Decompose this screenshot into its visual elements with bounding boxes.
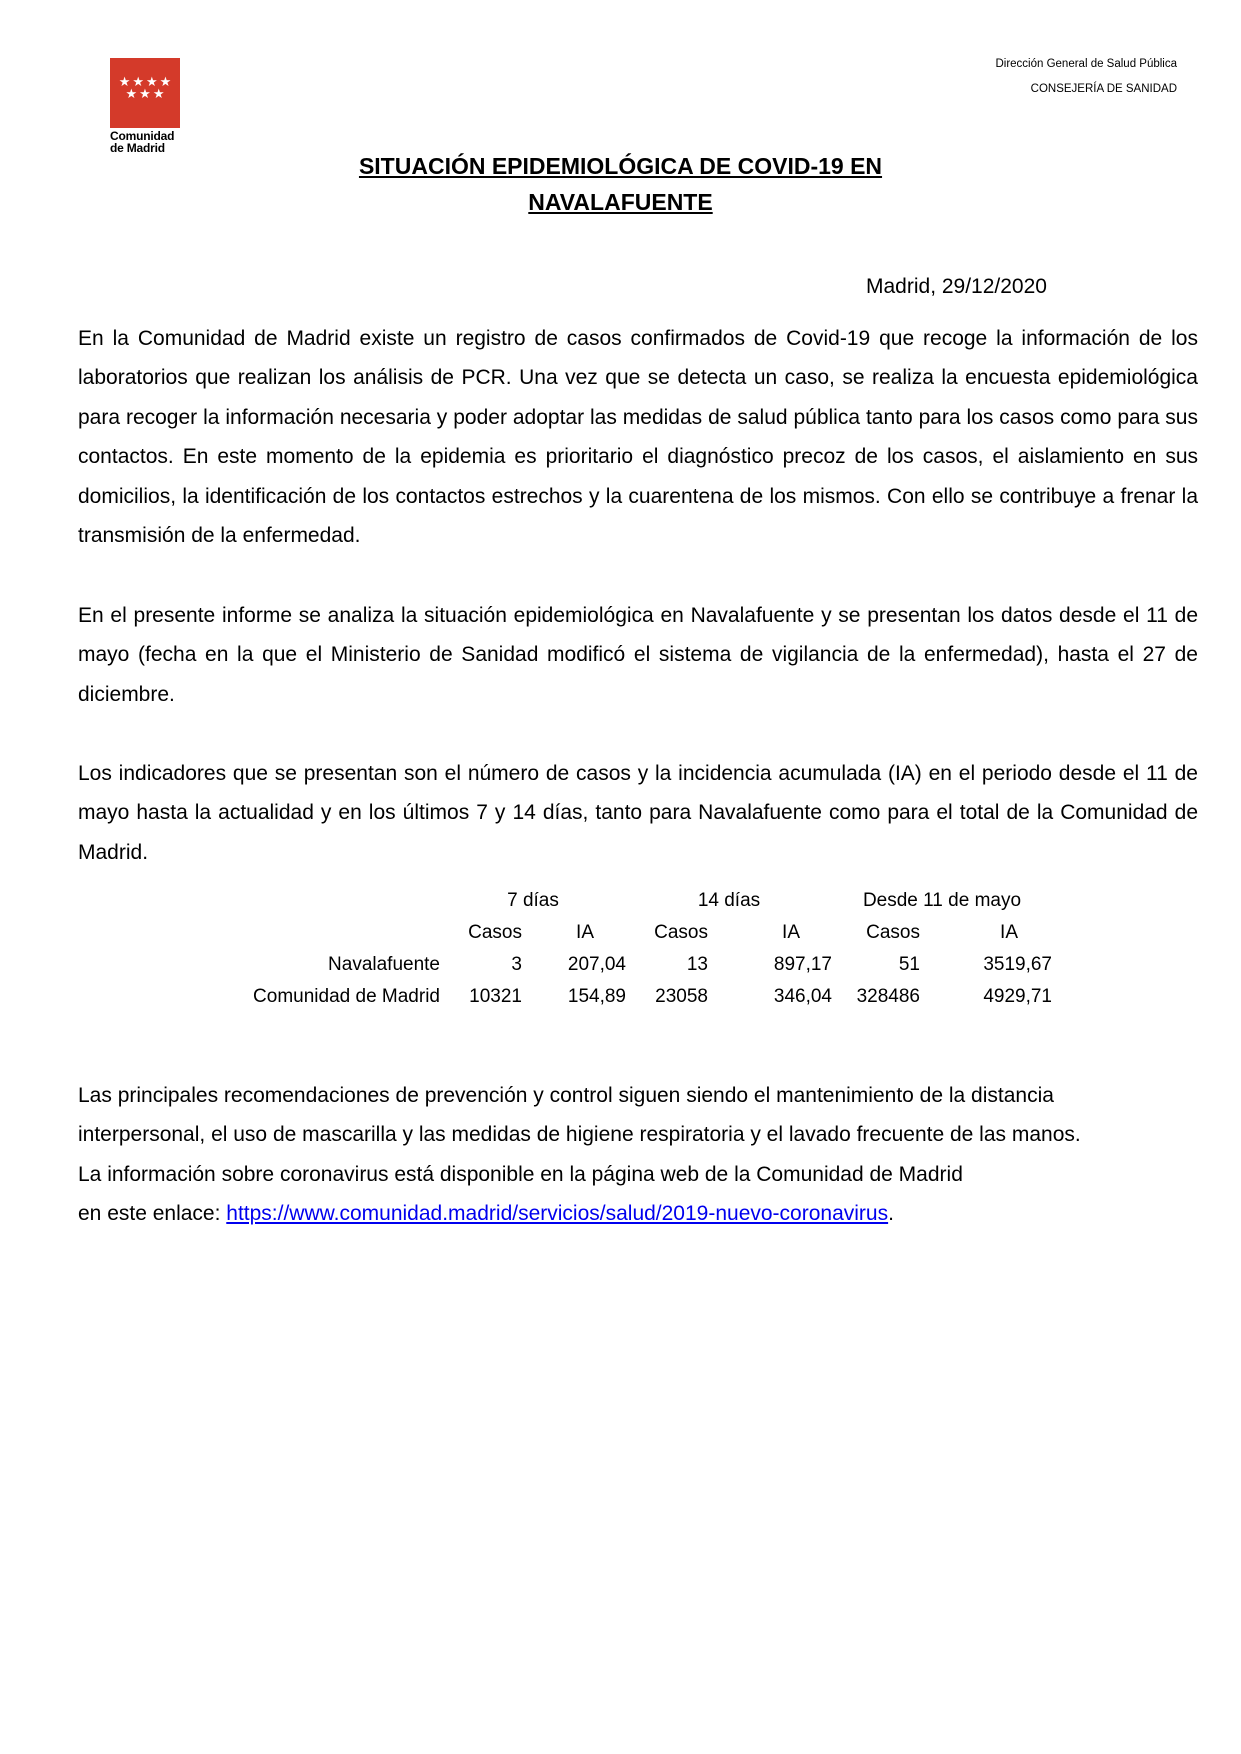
cell-casos-14: 13 bbox=[686, 954, 708, 975]
cell-casos-mayo: 328486 bbox=[856, 986, 920, 1007]
paragraph-indicators: Los indicadores que se presentan son el número de casos y la incidencia acumulada (IA) en el periodo desde el 11 de mayo hasta la actualidad y en los últimos 7 y 14 días, tanto para Navalafuente como para el total de la Comunidad de Madrid. bbox=[78, 762, 1198, 864]
paragraph-recommendations bbox=[78, 1076, 1198, 1234]
group-desde-mayo: Desde 11 de mayo bbox=[862, 890, 1022, 911]
recommendations-line1: Las principales recomendaciones de prevención y control siguen siendo el mantenimiento de la distancia bbox=[78, 1084, 1054, 1107]
recommendations-line2: interpersonal, el uso de mascarilla y las medidas de higiene respiratoria y el lavado frecuente de las manos. bbox=[78, 1123, 1081, 1147]
group-14-dias: 14 días bbox=[697, 890, 761, 911]
cell-casos-14: 23058 bbox=[655, 986, 708, 1007]
logo-text-line2: de Madrid bbox=[110, 141, 165, 155]
cell-casos-7: 3 bbox=[511, 954, 522, 975]
title-line2: NAVALAFUENTE bbox=[528, 189, 713, 215]
group-7-dias: 7 días bbox=[507, 890, 559, 911]
cell-ia-14: 346,04 bbox=[773, 986, 832, 1007]
header-department bbox=[995, 58, 1177, 108]
coronavirus-info-link[interactable]: https://www.comunidad.madrid/servicios/salud/2019-nuevo-coronavirus bbox=[226, 1202, 889, 1226]
logo-emblem bbox=[110, 58, 180, 128]
table-subheader-row bbox=[220, 917, 1052, 949]
cell-ia-7: 207,04 bbox=[567, 954, 626, 975]
link-prefix: en este enlace: bbox=[78, 1202, 227, 1226]
row-label: Navalafuente bbox=[328, 954, 440, 975]
cell-ia-14: 897,17 bbox=[773, 954, 832, 975]
paragraph-scope: En el presente informe se analiza la situación epidemiológica en Navalafuente y se presentan los datos desde el 11 de mayo (fecha en la que el Ministerio de Sanidad modificó el sistema de vigilancia de la enfermedad), hasta el 27 de diciembre. bbox=[78, 604, 1198, 706]
cell-ia-7: 154,89 bbox=[567, 986, 626, 1007]
table-row bbox=[220, 949, 1052, 981]
subheader-ia-14: IA bbox=[782, 922, 800, 943]
logo-text-line1: Comunidad bbox=[110, 129, 175, 143]
paragraph-intro: En la Comunidad de Madrid existe un registro de casos confirmados de Covid-19 que recoge la información de los laboratorios que realizan los análisis de PCR. Una vez que se detecta un caso, se realiza la encuesta epidemiológica para recoger la información necesaria y poder adoptar las medidas de salud pública tanto para los casos como para sus contactos. En este momento de la epidemia es prioritario el diagnóstico precoz de los casos, el aislamiento en sus domicilios, la identificación de los contactos estrechos y la cuarentena de los mismos. Con ello se contribuye a frenar la transmisión de la enfermedad. bbox=[78, 327, 1198, 548]
table-row bbox=[220, 981, 1052, 1013]
subheader-casos-mayo: Casos bbox=[866, 922, 920, 943]
cell-casos-7: 10321 bbox=[469, 986, 522, 1007]
subheader-ia-7: IA bbox=[576, 922, 594, 943]
table-group-header-row bbox=[220, 885, 1052, 917]
subheader-casos-14: Casos bbox=[654, 922, 708, 943]
recommendations-line3: La información sobre coronavirus está disponible en la página web de la Comunidad de Madrid bbox=[78, 1162, 963, 1186]
subheader-casos-7: Casos bbox=[468, 922, 522, 943]
row-label: Comunidad de Madrid bbox=[253, 986, 440, 1007]
cell-ia-mayo: 3519,67 bbox=[983, 954, 1052, 975]
comunidad-madrid-logo bbox=[110, 58, 182, 154]
cell-casos-mayo: 51 bbox=[898, 954, 920, 975]
recommendations-line4 bbox=[78, 1194, 1198, 1233]
link-suffix: . bbox=[888, 1202, 894, 1226]
cell-ia-mayo: 4929,71 bbox=[983, 986, 1052, 1007]
header-direccion: Dirección General de Salud Pública bbox=[995, 58, 1177, 70]
document-date: Madrid, 29/12/2020 bbox=[866, 275, 1047, 298]
document-title bbox=[0, 148, 1241, 220]
logo-stars-top: ★ ★ ★ ★ bbox=[118, 74, 172, 89]
title-line1: SITUACIÓN EPIDEMIOLÓGICA DE COVID-19 EN bbox=[358, 153, 883, 179]
header-consejeria: CONSEJERÍA DE SANIDAD bbox=[1030, 83, 1177, 95]
indicators-table bbox=[220, 885, 1052, 1013]
logo-stars-bottom: ★ ★ ★ bbox=[125, 86, 165, 101]
subheader-ia-mayo: IA bbox=[1000, 922, 1018, 943]
